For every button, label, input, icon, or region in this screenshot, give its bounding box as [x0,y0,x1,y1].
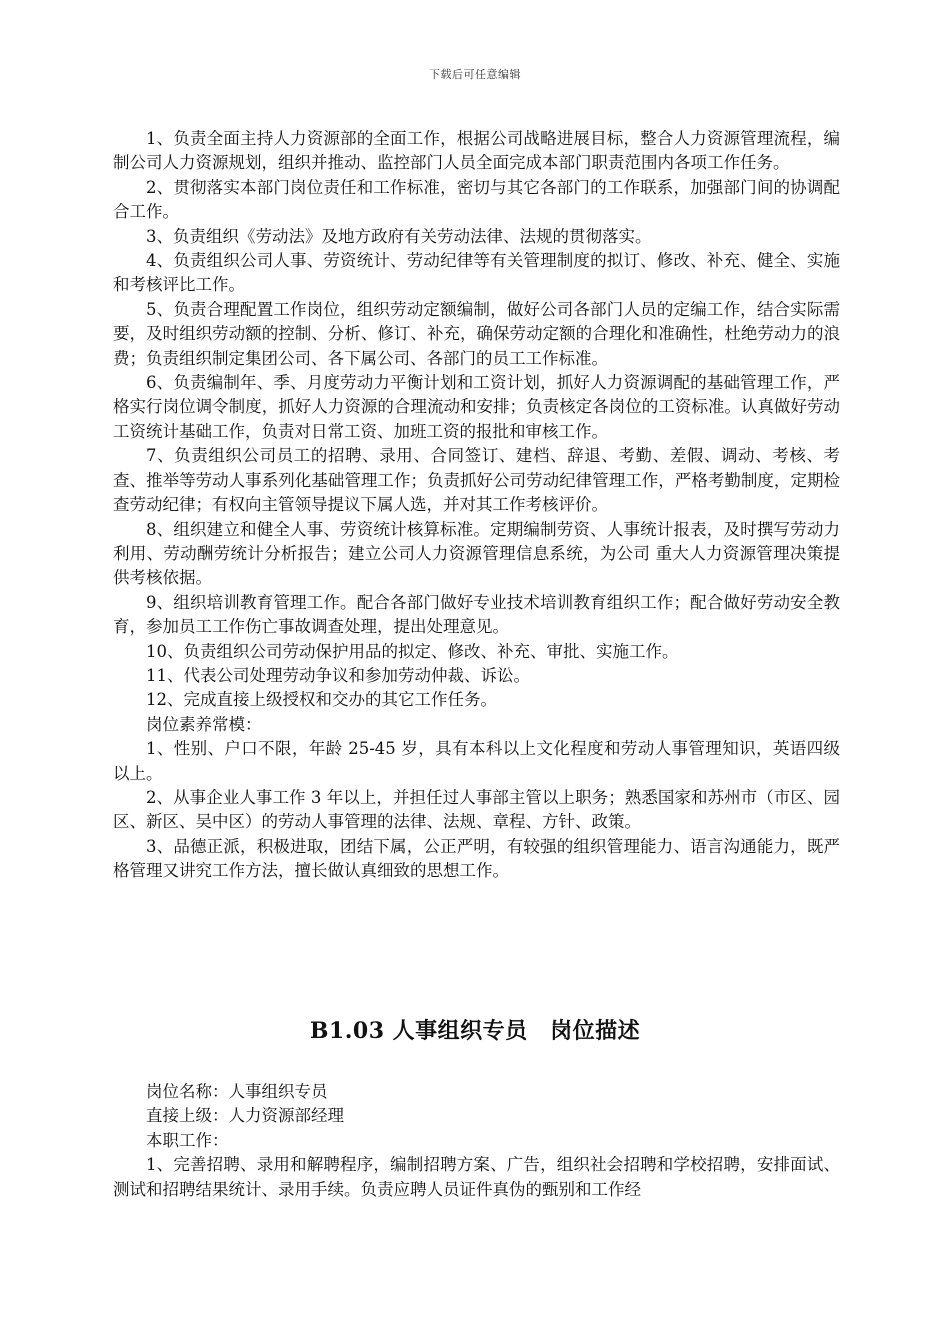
duties-section [113,127,840,884]
page-header: 下载后可任意编辑 [429,68,521,81]
paragraph: 1、负责全面主持人力资源部的全面工作，根据公司战略进展目标，整合人力资源管理流程，编制公司人力资源规划，组织并推动、监控部门人员全面完成本部门职责范围内各项工作任务。 [113,129,840,173]
paragraph: 3、品德正派，积极进取，团结下属，公正严明，有较强的组织管理能力、语言沟通能力，既严格管理又讲究工作方法，擅长做认真细致的思想工作。 [113,836,840,881]
paragraph: 4、负责组织公司人事、劳资统计、劳动纪律等有关管理制度的拟订、修改、补充、健全、实施和考核评比工作。 [113,251,840,295]
paragraph: 9、组织培训教育管理工作。配合各部门做好专业技术培训教育组织工作；配合做好劳动安全教育，参加员工工作伤亡事故调查处理，提出处理意见。 [113,592,840,637]
paragraph: 5、负责合理配置工作岗位，组织劳动定额编制，做好公司各部门人员的定编工作，结合实际需要，及时组织劳动额的控制、分析、修订、补充，确保劳动定额的合理化和准确性，杜绝劳动力的浪费；负责组织制定集团公司、各下属公司、各部门的员工工作标准。 [113,299,840,368]
job-title-line: 岗位名称：人事组织专员 [146,1082,328,1101]
section-title: B1.03 人事组织专员 岗位描述 [309,1018,641,1044]
paragraph: 11、代表公司处理劳动争议和参加劳动仲裁、诉讼。 [146,665,530,685]
paragraph: 10、负责组织公司劳动保护用品的拟定、修改、补充、审批、实施工作。 [146,641,679,661]
job-description-section [113,1080,840,1202]
paragraph: 2、从事企业人事工作 3 年以上，并担任过人事部主管以上职务；熟悉国家和苏州市（市区、园区、新区、吴中区）的劳动人事管理的法律、法规、章程、方针、政策。 [113,787,840,832]
paragraph: 2、贯彻落实本部门岗位责任和工作标准，密切与其它各部门的工作联系，加强部门间的协调配合工作。 [113,177,840,222]
paragraph: 7、负责组织公司员工的招聘、录用、合同签订、建档、辞退、考勤、差假、调动、考核、考查、推举等劳动人事系列化基础管理工作；负责抓好公司劳动纪律管理工作，严格考勤制度，定期检查劳动纪律；有权向主管领导提议下属人选，并对其工作考核评价。 [113,446,840,515]
paragraph: 6、负责编制年、季、月度劳动力平衡计划和工资计划，抓好人力资源调配的基础管理工作，严格实行岗位调令制度，抓好人力资源的合理流动和安排；负责核定各岗位的工资标准。认真做好劳动工资统计基础工作，负责对日常工资、加班工资的报批和审核工作。 [113,373,840,441]
paragraph: 3、负责组织《劳动法》及地方政府有关劳动法律、法规的贯彻落实。 [146,226,652,246]
duties-heading: 本职工作： [146,1130,229,1150]
paragraph: 12、完成直接上级授权和交办的其它工作任务。 [146,690,497,710]
paragraph: 8、组织建立和健全人事、劳资统计核算标准。定期编制劳资、人事统计报表，及时撰写劳动力利用、劳动酬劳统计分析报告；建立公司人力资源管理信息系统，为公司 重大人力资源管理决策提供考核依据。 [113,519,840,588]
paragraph: 1、完善招聘、录用和解聘程序，编制招聘方案、广告，组织社会招聘和学校招聘，安排面试、测试和招聘结果统计、录用手续。负责应聘人员证件真伪的甄别和工作经 [113,1155,840,1199]
supervisor-line: 直接上级：人力资源部经理 [146,1106,344,1126]
qualifications-heading: 岗位素养常模： [146,714,262,734]
paragraph: 1、性别、户口不限，年龄 25-45 岁，具有本科以上文化程度和劳动人事管理知识，英语四级以上。 [113,739,840,783]
